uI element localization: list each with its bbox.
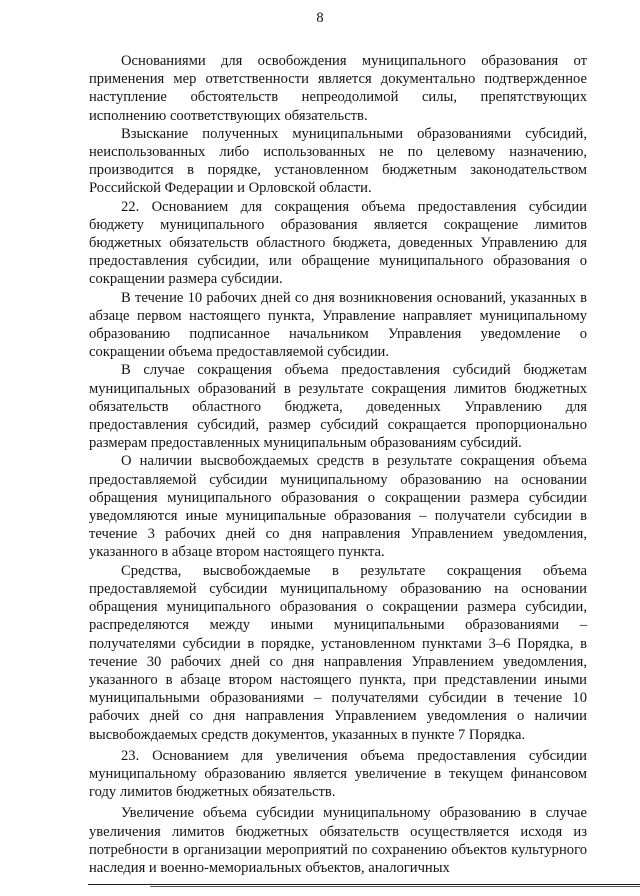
paragraph-reduction-notice: В течение 10 рабочих дней со дня возникновения оснований, указанных в абзаце первом настоящего пункта, Управление направляет муниципальному образованию подписанное начальником Управления уведомление о сокращении объема предоставляемой субсидии. <box>89 289 587 361</box>
paragraph-released-funds-distribution: Средства, высвобождаемые в результате сокращения объема предоставляемой субсидии муниципальному образованию на основании обращения муниципального образования о сокращении размера субсидии, распределяются между иными муниципальными образованиями – получателями субсидии в порядке, установленном пунктами 3–6 Порядка, в течение 30 рабочих дней со дня направления Управлением уведомления, указанного в абзаце втором настоящего пункта, при представлении иными муниципальными образованиями – получателями субсидии в течение 10 рабочих дней со дня направления Управлением уведомления о наличии высвобождаемых средств документов, указанных в пункте 7 Порядка. <box>89 562 587 743</box>
paragraph-item-22-reduction-basis: 22. Основанием для сокращения объема предоставления субсидии бюджету муниципального образования является сокращение лимитов бюджетных обязательств областного бюджета, доведенных Управлению для предоставления субсидии, или обращение муниципального образования о сокращении размера субсидии. <box>89 198 587 288</box>
paragraph-subsidy-recovery: Взыскание полученных муниципальными образованиями субсидий, неиспользованных либо использованных не по целевому назначению, производится в порядке, установленном бюджетным законодательством Российской Федерации и Орловской области. <box>89 125 587 197</box>
page-number: 8 <box>316 10 324 26</box>
paragraph-liability-exemption: Основаниями для освобождения муниципального образования от применения мер ответственности является документально подтвержденное наступление обстоятельств непреодолимой силы, препятствующих исполнению соответствующих обязательств. <box>89 53 587 124</box>
paragraph-proportional-reduction: В случае сокращения объема предоставления субсидий бюджетам муниципальных образований в результате сокращения лимитов бюджетных обязательств областного бюджета, доведенных Управлению для предоставления субсидий, размер субсидий сокращается пропорционально размерам предоставленных муниципальным образованиям субсидий. <box>89 362 587 452</box>
paragraph-released-funds-notice: О наличии высвобождаемых средств в результате сокращения объема предоставляемой субсидии муниципальному образованию на основании обращения муниципального образования о сокращении размера субсидии уведомляются иные муниципальные образования – получатели субсидии в течение 3 рабочих дней со дня направления Управлением уведомления, указанного в абзаце втором настоящего пункта. <box>89 453 587 561</box>
bottom-scan-edge <box>88 884 640 885</box>
document-body <box>89 52 587 877</box>
paragraph-item-23-increase-basis: 23. Основанием для увеличения объема предоставления субсидии муниципальному образованию является увеличение в текущем финансовом году лимитов бюджетных обязательств. <box>89 747 587 801</box>
bottom-scan-edge-shadow <box>150 886 640 887</box>
paragraph-increase-procedure: Увеличение объема субсидии муниципальному образованию в случае увеличения лимитов бюджетных обязательств осуществляется исходя из потребности в организации мероприятий по сохранению объектов культурного наследия и военно-мемориальных объектов, аналогичных <box>89 805 587 876</box>
